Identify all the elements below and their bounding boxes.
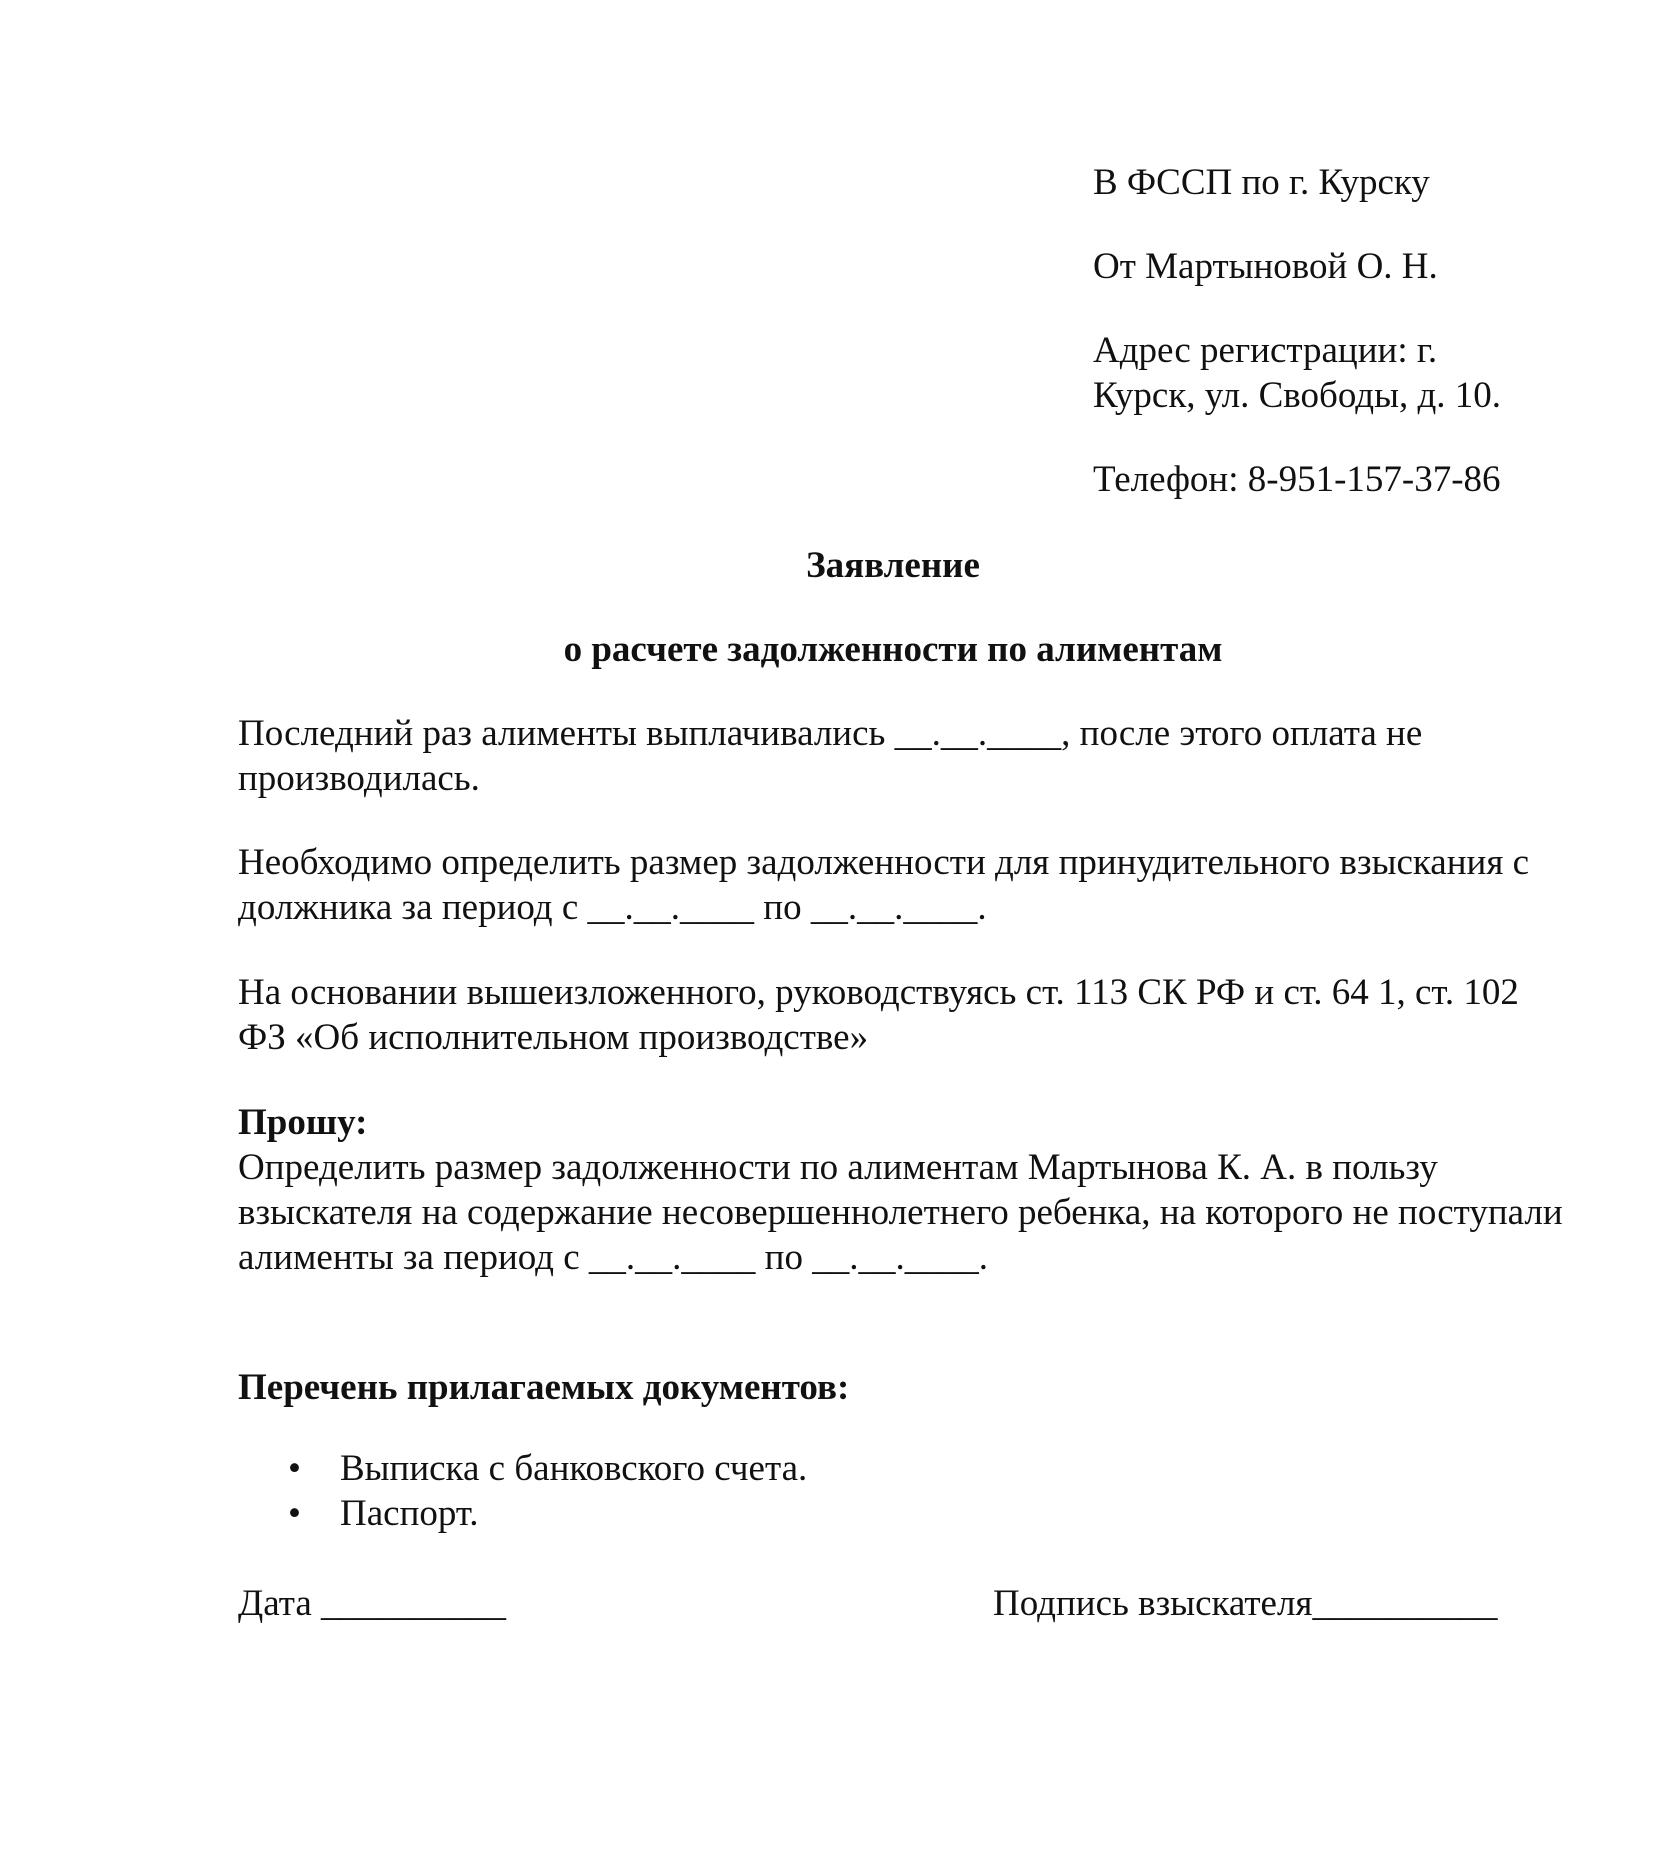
bullet-icon: • — [288, 1448, 301, 1489]
recipient-line: В ФССП по г. Курску — [1093, 162, 1430, 203]
request-text: Определить размер задолженности по алиментам Мартынова К. А. в пользу взыскателя на содержание несовершеннолетнего ребенка, на которого не поступали алименты за период с __.__.____ по __.__.____. — [238, 1147, 1563, 1278]
address-block — [1093, 328, 1613, 418]
paragraph-text: Последний раз алименты выплачивались __.__.____, после этого оплата не производилась. — [238, 713, 1423, 799]
address-line-2: Курск, ул. Свободы, д. 10. — [1093, 375, 1502, 416]
paragraph-legal-basis — [238, 970, 1568, 1060]
paragraph-last-payment — [238, 711, 1568, 801]
recipient-header — [1093, 160, 1613, 541]
list-item — [238, 1491, 807, 1536]
paragraph-text: На основании вышеизложенного, руководствуясь ст. 113 СК РФ и ст. 64 1, ст. 102 ФЗ «Об исполнительном производстве» — [238, 972, 1519, 1058]
document-subtitle: о расчете задолженности по алиментам — [563, 629, 1223, 670]
document-title: Заявление — [806, 545, 980, 586]
documents-list — [238, 1446, 807, 1536]
paragraph-text: Необходимо определить размер задолженности для принудительного взыскания с должника за период с __.__.____ по __.__.____. — [238, 842, 1530, 928]
address-line-1: Адрес регистрации: г. — [1093, 330, 1438, 371]
list-item-text: Паспорт. — [340, 1493, 479, 1534]
sender-line: От Мартыновой О. Н. — [1093, 246, 1438, 287]
bullet-icon: • — [288, 1493, 301, 1534]
paragraph-debt-period — [238, 840, 1568, 930]
request-heading: Прошу: — [238, 1102, 368, 1143]
phone-line: Телефон: 8-951-157-37-86 — [1093, 459, 1501, 500]
list-item — [238, 1446, 807, 1491]
documents-heading: Перечень прилагаемых документов: — [238, 1367, 850, 1408]
date-field: Дата __________ — [238, 1583, 506, 1624]
request-section — [238, 1100, 1568, 1280]
list-item-text: Выписка с банковского счета. — [340, 1448, 808, 1489]
signature-field: Подпись взыскателя__________ — [993, 1583, 1498, 1624]
